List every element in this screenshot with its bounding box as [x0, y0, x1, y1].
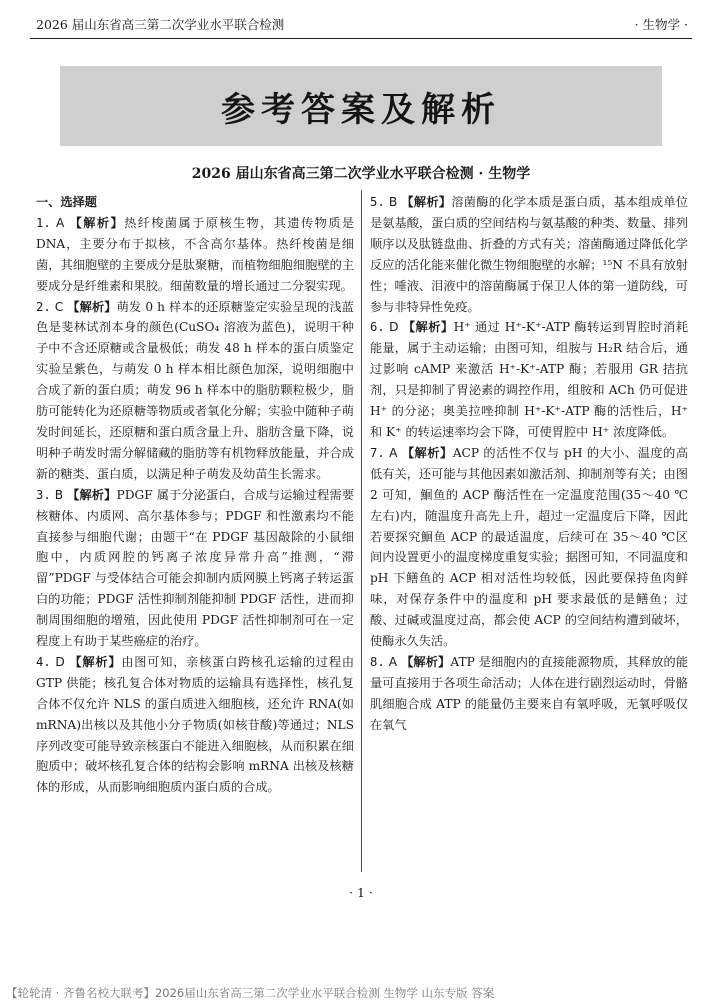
item-answer: A: [389, 445, 398, 460]
item-tag: 【解析】: [401, 445, 453, 460]
item-answer: B: [54, 487, 64, 502]
document-subtitle: 2026 届山东省高三第二次学业水平联合检测 · 生物学: [191, 166, 531, 182]
item-text: 溶菌酶的化学本质是蛋白质，基本组成单位是氨基酸，蛋白质的空间结构与氨基酸的种类、数量、排列顺序以及肽链盘曲、折叠的方式有关；溶菌酶通过降低化学反应的活化能来催化微生物细胞壁的水解；¹⁵N 不具有放射性；唾液、泪液中的溶菌酶属于保卫人体的第一道防线，可参与非特异性免疫。: [370, 195, 689, 314]
item-number: 6.: [370, 320, 385, 335]
item-text: ACP 的活性不仅与 pH 的大小、温度的高低有关，还可能与其他因素如激活剂、抑制剂等有关；由图 2 可知，鮰鱼的 ACP 酶活性在一定温度范围(35～40 ℃左右)内，随温度升高先上升，超过一定温度后下降，因此若要探究鮰鱼 ACP 的最适温度，后续可在 35～40 ℃区间内设置更小的温度梯度重复实验；据图可知，不同温度和 pH 下鳝鱼的 ACP 相对活性均较低，因此要保持鱼肉鲜味，对保存条件中的温度和 pH 要求最低的是鳝鱼；过酸、过碱或温度过高，都会使 ACP 的空间结构遭到破坏，使酶永久失活。: [370, 445, 689, 649]
item-text: ATP 是细胞内的直接能源物质，其释放的能量可直接用于各项生命活动；人体在进行剧烈运动时，骨骼肌细胞合成 ATP 的能量仍主要来自有氧呼吸，无氧呼吸仅在氧气: [370, 654, 689, 732]
item-answer: B: [388, 195, 398, 209]
title-banner: [60, 66, 662, 146]
right-column: [370, 192, 688, 736]
item-answer: A: [55, 215, 65, 230]
page-number: · 1 ·: [349, 885, 373, 900]
header-rule: [30, 38, 692, 39]
answer-item: [370, 192, 688, 317]
item-number: 8.: [370, 654, 385, 669]
section-title: 一、选择题: [36, 195, 97, 209]
item-text: H⁺ 通过 H⁺-K⁺-ATP 酶转运到胃腔时消耗能量，属于主动运输；由图可知，组胺与 H₂R 结合后，通过影响 cAMP 来激活 H⁺-K⁺-ATP 酶；若服用 GR 拮抗剂，只是抑制了胃泌素的调控作用，组胺和 ACh 仍可促进 H⁺ 的分泌；奥美拉唑抑制 H⁺-K⁺-ATP 酶的活性后，H⁺ 和 K⁺ 的转运速率均会下降，可使胃腔中 H⁺ 浓度降低。: [370, 320, 689, 439]
item-answer: D: [55, 654, 65, 669]
item-tag: 【解析】: [401, 195, 452, 209]
item-number: 2.: [36, 299, 51, 314]
item-number: 1.: [36, 215, 51, 230]
page-header-left: 2026 届山东省高三第二次学业水平联合检测: [36, 17, 285, 32]
item-answer: A: [388, 654, 398, 669]
item-answer: D: [389, 320, 399, 335]
item-tag: 【解析】: [67, 487, 117, 502]
page-header-right: · 生物学 ·: [634, 17, 688, 32]
answer-item: [370, 443, 688, 652]
answer-item: [36, 652, 354, 798]
item-number: 3.: [36, 487, 51, 502]
answer-item: [36, 485, 354, 652]
item-tag: 【解析】: [69, 215, 125, 230]
banner-title: 参考答案及解析: [221, 89, 501, 130]
item-text: PDGF 属于分泌蛋白，合成与运输过程需要核糖体、内质网、高尔基体参与；PDGF 和性激素均不能直接参与细胞代谢；由题干“在 PDGF 基因敲除的小鼠细胞中，内质网腔的钙离子浓度异常升高”推测，“滞留”PDGF 与受体结合可能会抑制内质网膜上钙离子转运蛋白的功能；PDGF 活性抑制剂能抑制 PDGF 活性，进而抑制周围细胞的增殖，因此使用 PDGF 活性抑制剂可在一定程度上有助于某些癌症的治疗。: [36, 487, 355, 649]
item-text: 热纤梭菌属于原核生物，其遗传物质是 DNA，主要分布于拟核，不含高尔基体。热纤梭菌是细菌，其细胞壁的主要成分是肽聚糖，而植物细胞细胞壁的主要成分是纤维素和果胶。细菌数量的增长通过二分裂实现。: [36, 215, 354, 293]
answer-item: [370, 317, 688, 442]
item-tag: 【解析】: [402, 320, 454, 335]
answer-item: [370, 652, 688, 736]
item-tag: 【解析】: [69, 654, 122, 669]
left-column: [36, 192, 354, 798]
item-number: 4.: [36, 654, 51, 669]
item-number: 5.: [370, 195, 385, 209]
item-number: 7.: [370, 445, 385, 460]
answer-item: [36, 213, 354, 297]
item-answer: C: [54, 299, 64, 314]
item-text: 由图可知，亲核蛋白跨核孔运输的过程由 GTP 供能；核孔复合体对物质的运输具有选择性，核孔复合体不仅允许 NLS 的蛋白质进入细胞核，还允许 RNA(如 mRNA)出核以及其他小分子物质(如核苷酸)等通过；NLS 序列改变可能导致亲核蛋白不能进入细胞核，从而积累在细胞质中；破坏核孔复合体的结构会影响 mRNA 出核及核糖体的形成，从而影响细胞质内蛋白质的合成。: [36, 654, 355, 795]
item-text: 萌发 0 h 样本的还原糖鉴定实验呈现的浅蓝色是斐林试剂本身的颜色(CuSO₄ 溶液为蓝色)，说明干种子中不含还原糖或含量极低；萌发 48 h 样本的蛋白质鉴定实验呈紫色，与萌发 0 h 样本相比颜色加深，说明细胞中合成了新的蛋白质；萌发 96 h 样本中的脂肪颗粒极少，脂肪可能转化为还原糖等物质或者氧化分解；实验中随种子萌发时间延长，还原糖和蛋白质含量上升、脂肪含量下降，说明种子萌发时需分解储藏的脂肪等有机物释放能量，并合成新的糖类、蛋白质，以满足种子萌发及幼苗生长需求。: [36, 299, 354, 481]
item-tag: 【解析】: [67, 299, 117, 314]
footer-watermark: 【轮轮清 · 齐鲁名校大联考】2026届山东省高三第二次学业水平联合检测 生物学 山东专版 答案: [6, 986, 495, 1000]
answer-item: [36, 297, 354, 485]
item-tag: 【解析】: [401, 654, 451, 669]
column-divider: [361, 190, 362, 872]
